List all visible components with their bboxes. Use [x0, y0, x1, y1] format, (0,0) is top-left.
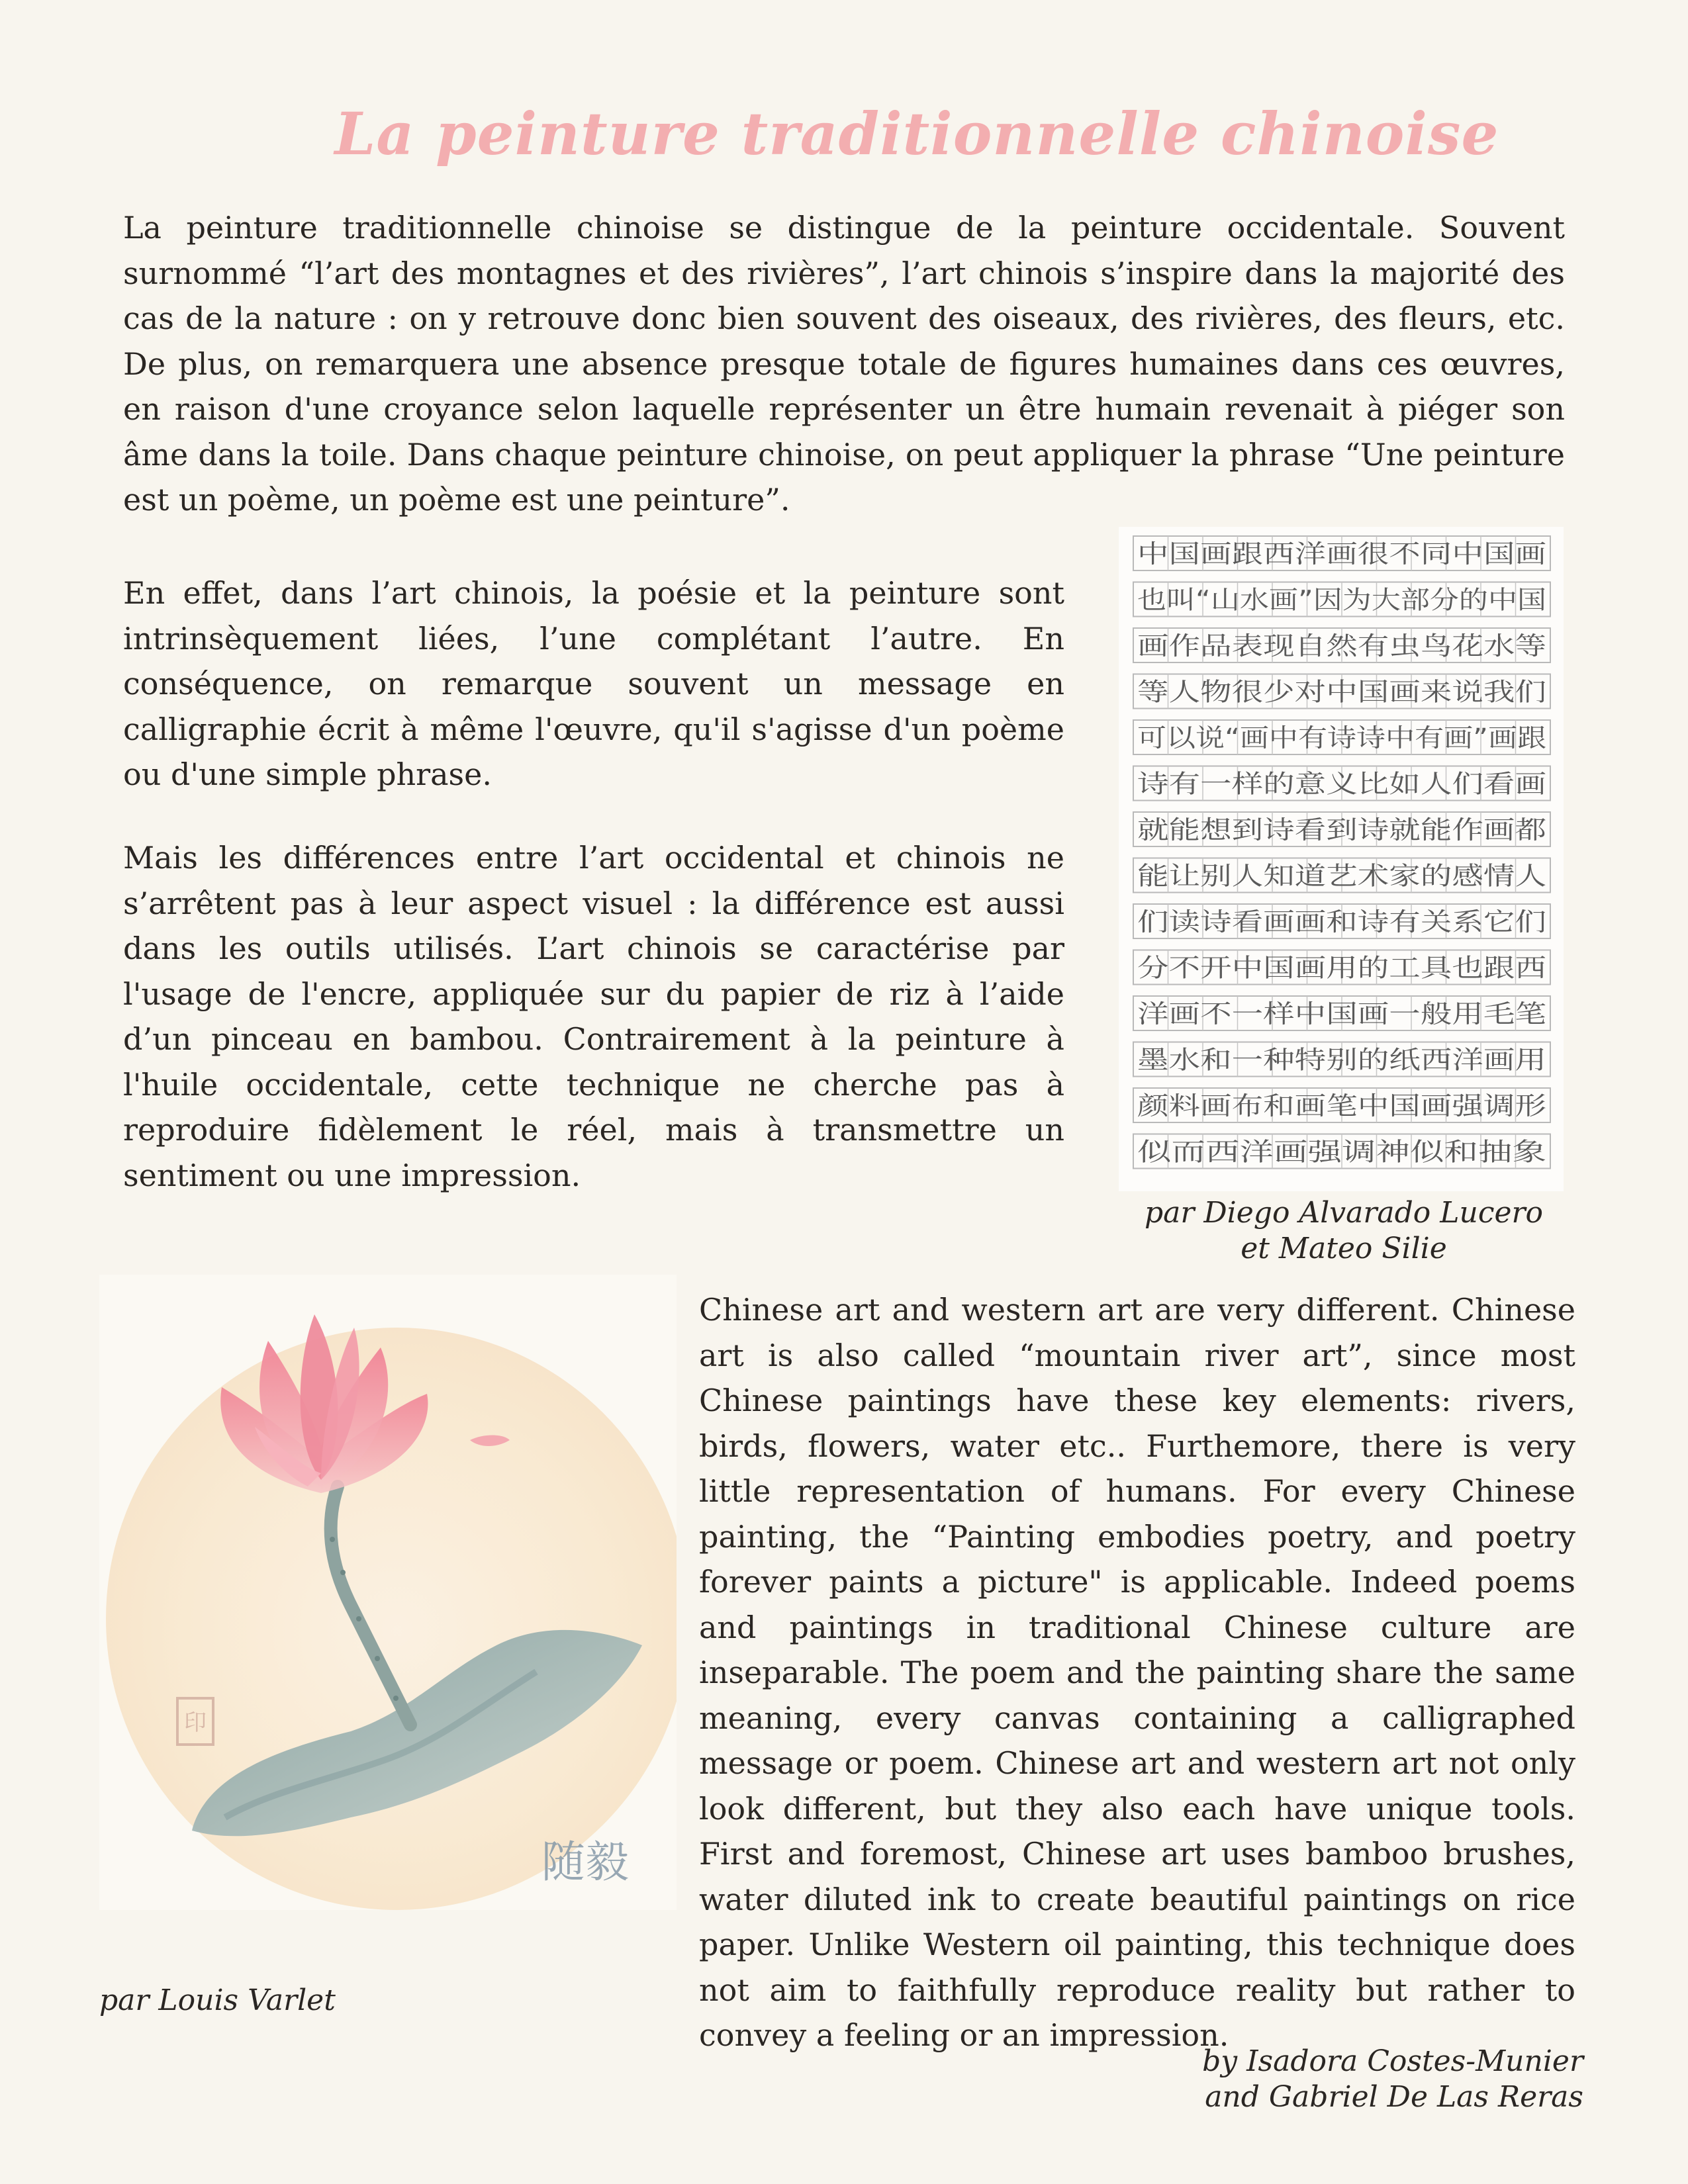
calligraphy-row-text: 能让别人知道艺术家的感情人: [1137, 861, 1546, 891]
calligraphy-row: [1133, 1134, 1550, 1169]
calligraphy-row-text: 也叫“山水画”因为大部分的中国: [1137, 585, 1546, 615]
calligraphy-row-text: 可以说“画中有诗诗中有画”画跟: [1137, 723, 1546, 752]
lotus-signature: 随毅: [541, 1837, 629, 1888]
poetry-paragraph-fr: En effet, dans l’art chinois, la poésie et la peinture sont intrinsèquement liées, l’une complétant l’autre. En conséquence, on remarque souvent un message en calligraphie écrit à même l'œuvre, qu'il s'agisse d'un poème ou d'une simple phrase.: [123, 575, 1064, 792]
intro-paragraph-fr: La peinture traditionnelle chinoise se distingue de la peinture occidentale. Souvent surnommé “l’art des montagnes et des rivières”, l’art chinois s’inspire dans la majorité des cas de la nature : on y retrouve donc bien souvent des oiseaux, des rivières, des fleurs, etc. De plus, on remarquera une absence presque totale de figures humaines dans ces œuvres, en raison d'une croyance selon laquelle représenter un être humain revenait à piéger son âme dans la toile. Dans chaque peinture chinoise, on peut appliquer la phrase “Une peinture est un poème, un poème est une peinture”.: [123, 210, 1565, 518]
calligraphy-grid-svg: [1119, 527, 1564, 1191]
calligraphy-row: [1133, 858, 1550, 893]
lotus-painting-image: [99, 1275, 677, 1910]
english-paragraph: Chinese art and western art are very different. Chinese art is also called “mountain river art”, since most Chinese paintings have these key elements: rivers, birds, flowers, water etc.. Furthemore, there is very little representation of humans. For every Chinese painting, the “Painting embodies poetry, and poetry forever paints a picture" is applicable. Indeed poems and paintings in traditional Chinese culture are inseparable. The poem and the painting share the same meaning, every canvas containing a calligraphed message or poem. Chinese art and western art not only look different, but they also each have unique tools. First and foremost, Chinese art uses bamboo brushes, water diluted ink to create beautiful paintings on rice paper. Unlike Western oil painting, this technique does not aim to faithfully reproduce reality but rather to convey a feeling or an impression.: [699, 1292, 1575, 2053]
calligraphy-row: [1133, 628, 1550, 662]
calligraphy-row: [1133, 582, 1550, 617]
tools-paragraph-fr: Mais les différences entre l’art occidental et chinois ne s’arrêtent pas à leur aspect visuel : la différence est aussi dans les outils utilisés. L’art chinois se caractérise par l'usage de l'encre, appliquée sur du papier de riz à l’aide d’un pinceau en bambou. Contrairement à la peinture à l'huile occidentale, cette technique ne cherche pas à reproduire fidèlement le réel, mais à transmettre un sentiment ou une impression.: [123, 840, 1064, 1193]
calligraphy-row: [1133, 996, 1550, 1030]
calligraphy-grid-image: [1119, 527, 1564, 1191]
calligraphy-row-text: 画作品表现自然有虫鸟花水等: [1137, 631, 1546, 660]
calligraphy-row: [1133, 766, 1550, 801]
svg-text:印: 印: [184, 1709, 207, 1736]
calligraphy-row-text: 分不开中国画用的工具也跟西: [1137, 953, 1546, 983]
calligraphy-row: [1133, 720, 1550, 754]
calligraphy-row: [1133, 904, 1550, 938]
calligraphy-row-text: 中国画跟西洋画很不同中国画: [1137, 539, 1546, 569]
lotus-painting-svg: [99, 1275, 677, 1910]
calligraphy-row: [1133, 1042, 1550, 1077]
calligraphy-row: [1133, 536, 1550, 570]
calligraphy-row-text: 洋画不一样中国画一般用毛笔: [1137, 999, 1546, 1028]
english-caption-line2: and Gabriel De Las Reras: [1205, 2080, 1583, 2114]
calligraphy-row-text: 颜料画布和画笔中国画强调形: [1137, 1091, 1546, 1120]
english-caption: [1086, 2044, 1583, 2115]
calligraphy-row-text: 就能想到诗看到诗就能作画都: [1137, 815, 1546, 844]
calligraphy-row: [1133, 950, 1550, 985]
calligraphy-row: [1133, 674, 1550, 709]
calligraphy-row: [1133, 812, 1550, 846]
english-caption-line1: by Isadora Costes-Munier: [1202, 2044, 1583, 2078]
calligraphy-row-text: 墨水和一种特别的纸西洋画用: [1137, 1045, 1546, 1075]
calligraphy-caption: [1119, 1195, 1569, 1267]
lotus-caption: par Louis Varlet: [99, 1983, 336, 2017]
page-title: La peinture traditionnelle chinoise: [334, 99, 1499, 168]
calligraphy-caption-line1: par Diego Alvarado Lucero: [1144, 1196, 1544, 1230]
calligraphy-row: [1133, 1088, 1550, 1122]
calligraphy-row-text: 似而西洋画强调神似和抽象: [1137, 1137, 1546, 1167]
calligraphy-row-text: 们读诗看画画和诗有关系它们: [1137, 907, 1546, 936]
calligraphy-row-text: 诗有一样的意义比如人们看画: [1137, 769, 1546, 799]
calligraphy-caption-line2: et Mateo Silie: [1241, 1232, 1447, 1265]
calligraphy-row-text: 等人物很少对中国画来说我们: [1137, 677, 1546, 707]
